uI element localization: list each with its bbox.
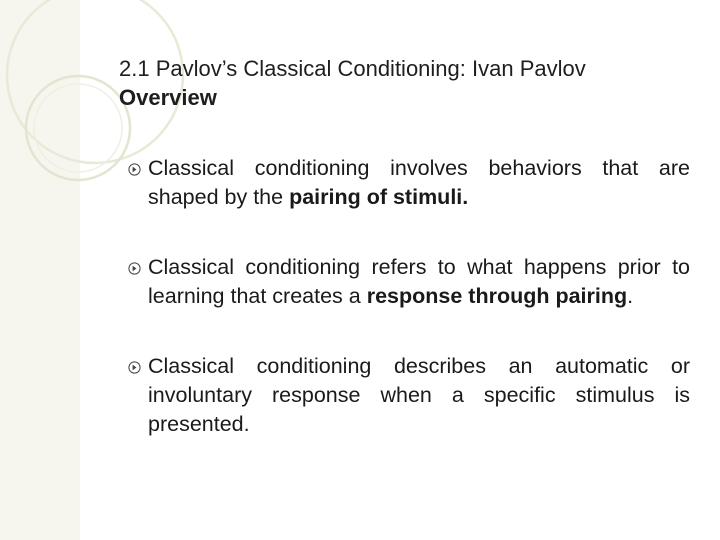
bullet-list — [128, 154, 690, 480]
bullet-item-2 — [128, 253, 690, 311]
bullet-1-bold: pairing of stimuli. — [289, 185, 469, 209]
bullet-2-bold: response through pairing — [366, 284, 628, 308]
circled-arrow-right-icon — [128, 262, 141, 275]
bullet-1-text: Classical conditioning involves behaviors that are shaped by the — [148, 156, 690, 209]
bullet-2-text: Classical conditioning refers to what happens prior to learning that creates a — [148, 255, 690, 308]
bullet-item-3 — [128, 352, 690, 439]
bullet-2-text-end: . — [627, 284, 634, 308]
circled-arrow-right-icon — [128, 361, 141, 374]
slide-title-line2: Overview — [119, 85, 217, 110]
bullet-3-text: Classical conditioning describes an automatic or involuntary response when a specific stimulus is presented. — [148, 354, 690, 436]
bullet-item-1 — [128, 154, 690, 212]
circled-arrow-right-icon — [128, 163, 141, 176]
left-decorative-band — [0, 0, 80, 540]
slide-title-line1: 2.1 Pavlov’s Classical Conditioning: Ivan Pavlov — [119, 56, 586, 81]
slide-title — [119, 54, 679, 112]
